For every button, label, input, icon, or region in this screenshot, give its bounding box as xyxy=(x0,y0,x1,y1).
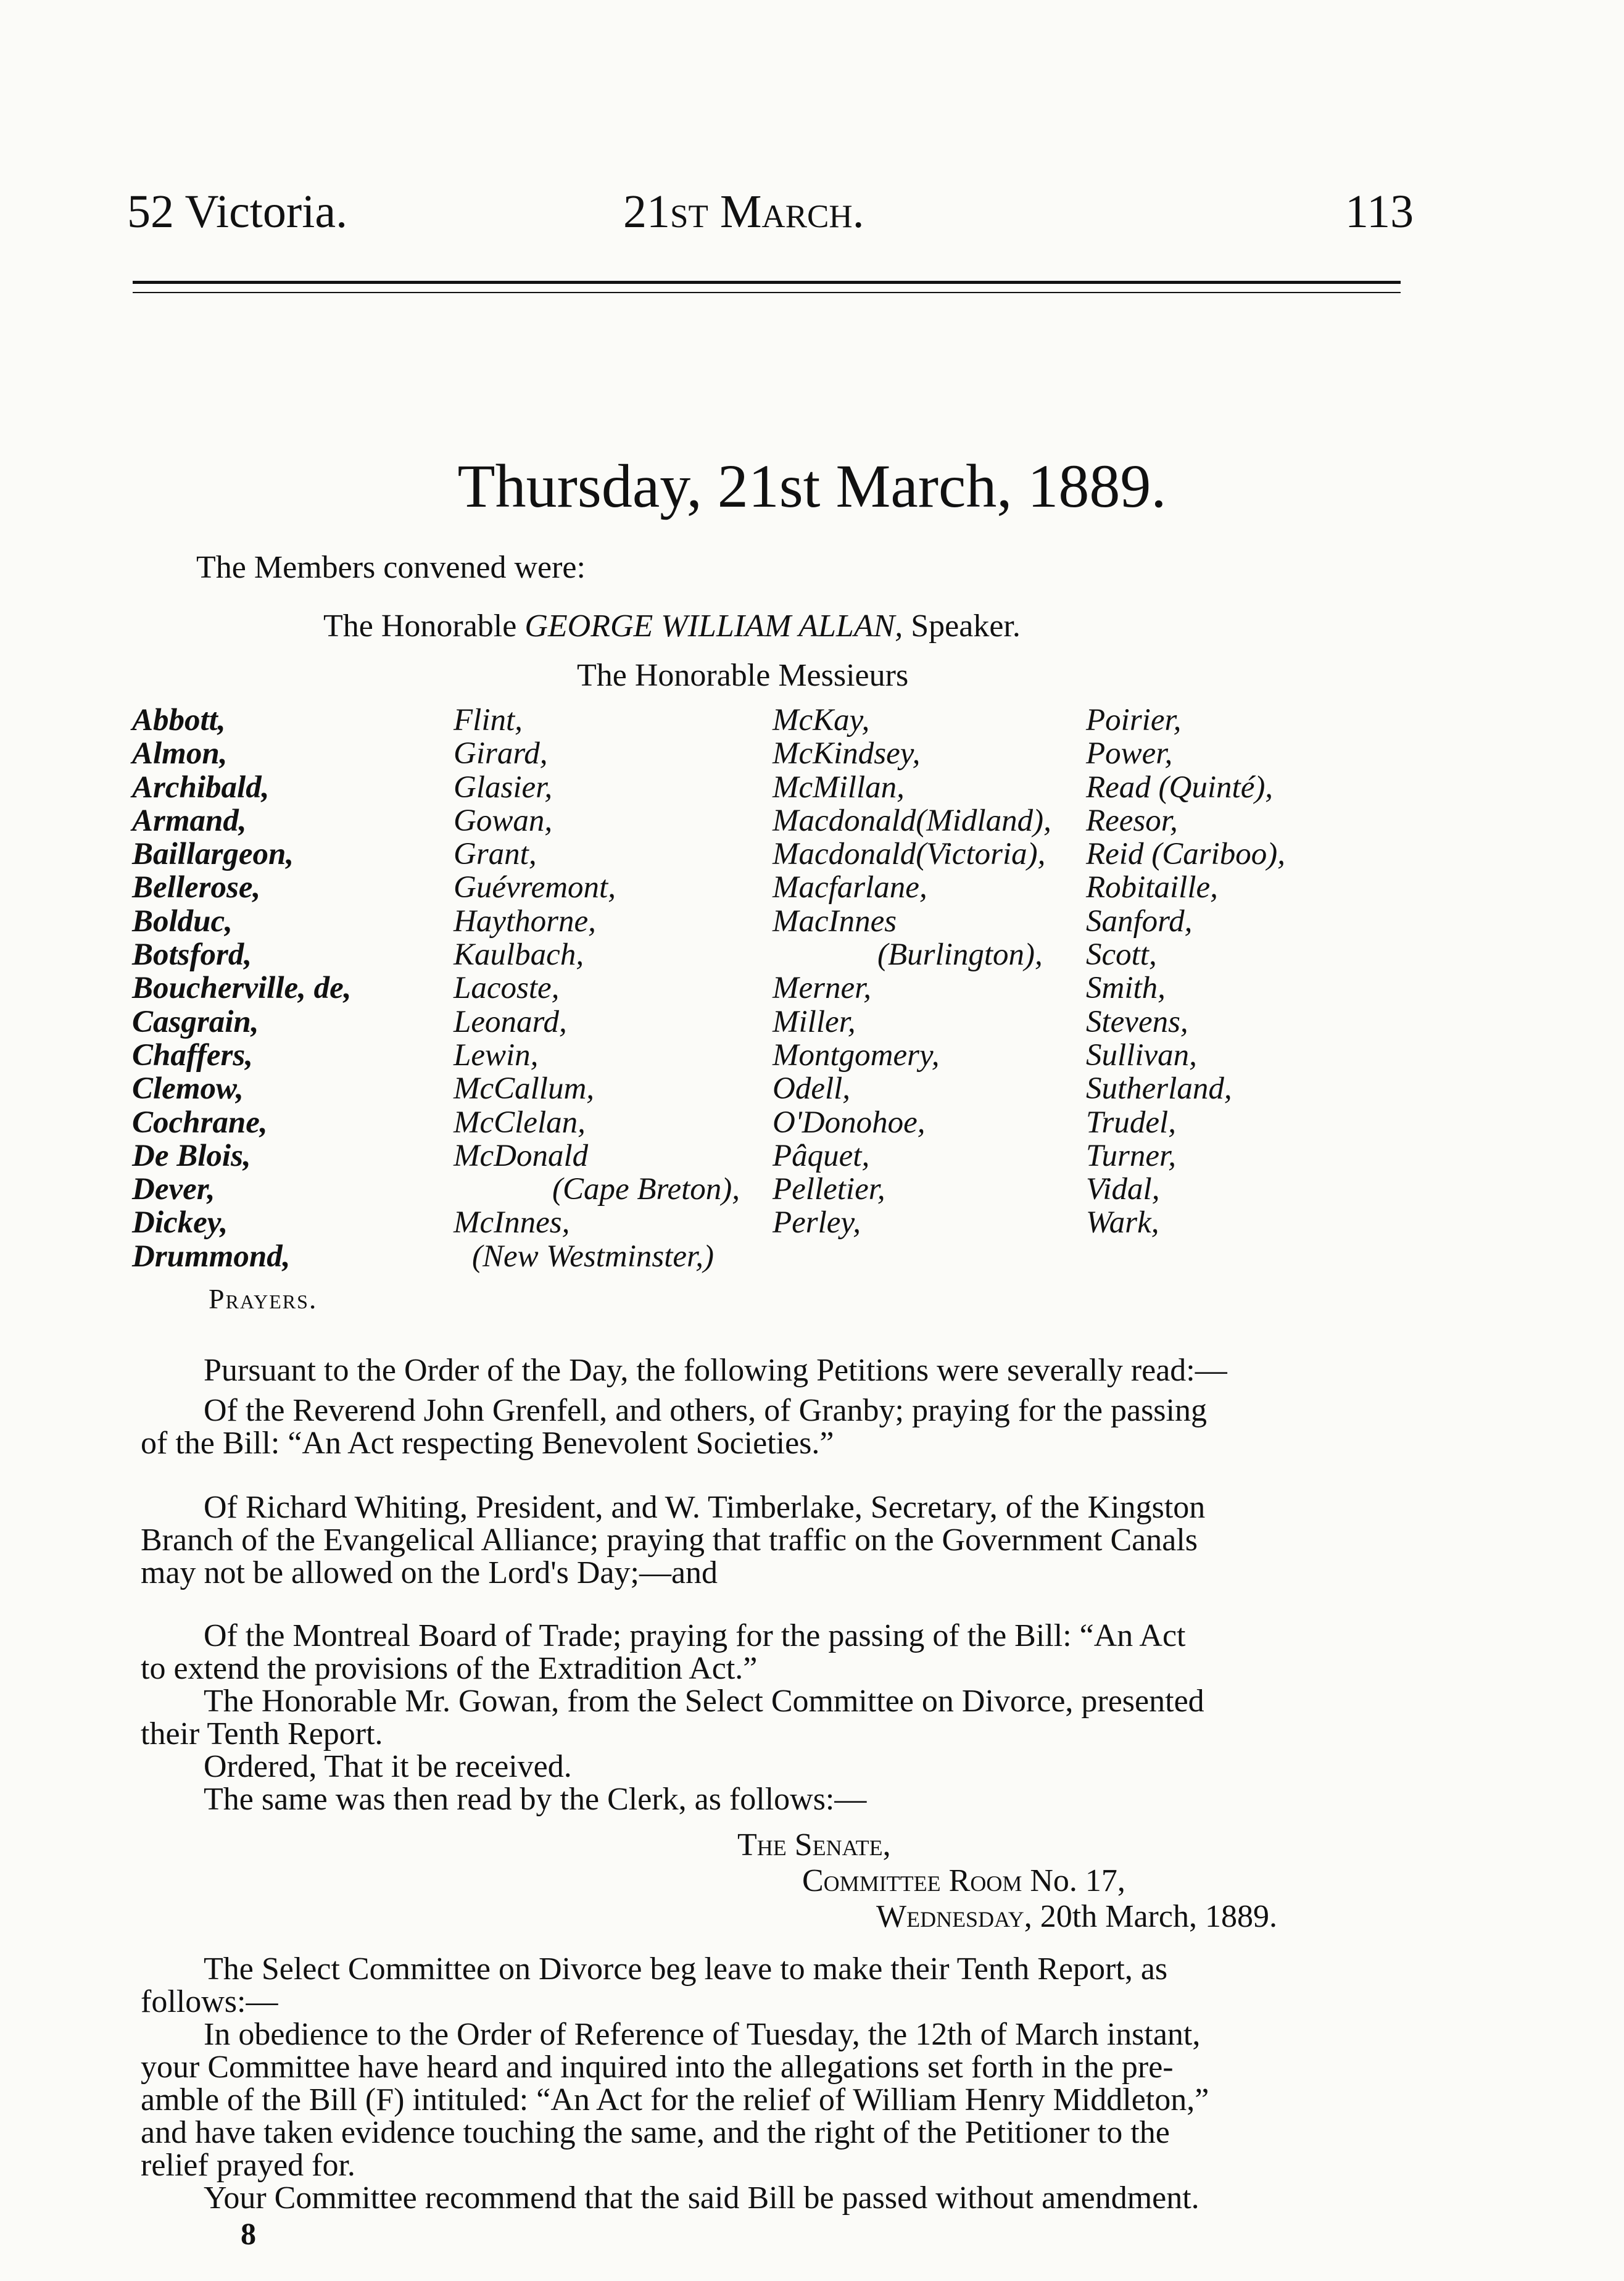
report-line-6: and have taken evidence touching the same, and the right of the Petitioner to the xyxy=(141,2115,1170,2150)
member-name: Stevens, xyxy=(1086,1004,1188,1039)
petition-2-line-2: Branch of the Evangelical Alliance; praying that traffic on the Government Canals xyxy=(141,1523,1198,1558)
member-name: Clemow, xyxy=(132,1071,244,1107)
report-line-2: follows:— xyxy=(141,1984,278,2019)
petition-1-line-1: Of the Reverend John Grenfell, and others, of Granby; praying for the passing xyxy=(204,1393,1207,1428)
member-name: O'Donohoe, xyxy=(773,1105,926,1140)
member-name: Boucherville, de, xyxy=(132,971,352,1006)
member-name: McDonald xyxy=(454,1138,589,1173)
page-number: 113 xyxy=(1345,186,1414,238)
prayers-heading: Prayers. xyxy=(209,1283,318,1315)
member-name: Pâquet, xyxy=(773,1138,870,1173)
member-name: Sutherland, xyxy=(1086,1071,1232,1107)
members-column-4 xyxy=(1086,704,1285,1240)
member-name: Haythorne, xyxy=(454,904,596,939)
messieurs-heading: The Honorable Messieurs xyxy=(577,658,909,693)
report-date: 20th March, 1889. xyxy=(1040,1899,1277,1934)
gowan-report-line-2: their Tenth Report. xyxy=(141,1716,383,1751)
member-name: Pelletier, xyxy=(773,1172,885,1207)
member-name: Dickey, xyxy=(132,1205,228,1240)
member-name: De Blois, xyxy=(132,1138,251,1173)
member-name: (New Westminster,) xyxy=(472,1239,714,1274)
member-name: Guévremont, xyxy=(454,870,616,905)
page-title: Thursday, 21st March, 1889. xyxy=(457,452,1167,520)
member-name: Kaulbach, xyxy=(454,937,584,973)
member-name: McClelan, xyxy=(454,1105,586,1140)
member-name: Poirier, xyxy=(1086,703,1182,737)
member-name: Perley, xyxy=(773,1205,861,1240)
member-name: Reesor, xyxy=(1086,803,1178,838)
header-rule-thick xyxy=(133,281,1401,284)
member-name: McKay, xyxy=(773,703,870,737)
member-name: Miller, xyxy=(773,1004,856,1039)
member-name: Glasier, xyxy=(454,770,553,805)
member-name: McKindsey, xyxy=(773,736,921,771)
member-name: Dever, xyxy=(132,1172,215,1207)
report-line-1: The Select Committee on Divorce beg leave to make their Tenth Report, as xyxy=(204,1951,1168,1987)
member-name: McInnes, xyxy=(454,1205,570,1240)
report-heading-date xyxy=(876,1898,1277,1935)
member-name: Flint, xyxy=(454,703,523,737)
member-name: Trudel, xyxy=(1086,1105,1176,1140)
petition-1-line-2: of the Bill: “An Act respecting Benevolent Societies.” xyxy=(141,1426,834,1461)
member-name: Merner, xyxy=(773,971,872,1006)
report-weekday: Wednesday, xyxy=(876,1899,1032,1934)
header-left: 52 Victoria. xyxy=(127,186,348,238)
report-line-3: In obedience to the Order of Reference of Tuesday, the 12th of March instant, xyxy=(204,2017,1201,2052)
member-name: Armand, xyxy=(132,803,247,838)
member-name: Almon, xyxy=(132,736,228,771)
member-name: Wark, xyxy=(1086,1205,1159,1240)
speaker-name: GEORGE WILLIAM ALLAN, xyxy=(524,609,903,644)
member-name: Macdonald(Victoria), xyxy=(773,837,1046,872)
member-name: Montgomery, xyxy=(773,1037,940,1073)
member-name: Power, xyxy=(1086,736,1173,771)
member-name: Bellerose, xyxy=(132,870,261,905)
member-name: Macfarlane, xyxy=(773,870,927,905)
member-name: (Cape Breton), xyxy=(552,1172,740,1207)
report-line-7: relief prayed for. xyxy=(141,2148,355,2183)
committee-room-label: Committee Room xyxy=(802,1863,1022,1898)
member-name: Grant, xyxy=(454,837,537,872)
member-name: Girard, xyxy=(454,736,548,771)
member-name: Bolduc, xyxy=(132,904,233,939)
speaker-prefix: The Honorable xyxy=(323,609,517,644)
member-name: Read (Quinté), xyxy=(1086,770,1274,805)
clerk-read-line: The same was then read by the Clerk, as follows:— xyxy=(204,1782,867,1817)
petition-3-line-2: to extend the provisions of the Extradition Act.” xyxy=(141,1651,758,1686)
convened-line: The Members convened were: xyxy=(196,550,586,585)
member-name: Macdonald(Midland), xyxy=(773,803,1051,838)
member-name: Abbott, xyxy=(132,703,226,737)
member-name: Turner, xyxy=(1086,1138,1176,1173)
member-name: Leonard, xyxy=(454,1004,567,1039)
member-name: Baillargeon, xyxy=(132,837,294,872)
members-column-2 xyxy=(454,704,740,1273)
member-name: Cochrane, xyxy=(132,1105,268,1140)
report-heading-senate: The Senate, xyxy=(737,1827,891,1863)
member-name: Lewin, xyxy=(454,1037,539,1073)
member-name: Smith, xyxy=(1086,971,1166,1006)
members-column-3 xyxy=(773,704,1051,1240)
speaker-line xyxy=(323,608,1021,644)
member-name: McMillan, xyxy=(773,770,905,805)
member-name: Vidal, xyxy=(1086,1172,1160,1207)
member-name: Sanford, xyxy=(1086,904,1193,939)
report-line-5: amble of the Bill (F) intituled: “An Act for the relief of William Henry Middleton,” xyxy=(141,2082,1209,2117)
member-name: Robitaille, xyxy=(1086,870,1218,905)
speaker-suffix: Speaker. xyxy=(911,609,1021,644)
report-line-8: Your Committee recommend that the said Bill be passed without amendment. xyxy=(204,2180,1199,2216)
report-heading-room xyxy=(802,1863,1125,1899)
members-column-1 xyxy=(132,704,352,1273)
member-name: Botsford, xyxy=(132,937,252,973)
member-name: Chaffers, xyxy=(132,1037,254,1073)
committee-room-number: No. 17, xyxy=(1030,1863,1125,1898)
member-name: Scott, xyxy=(1086,937,1157,973)
member-name: Drummond, xyxy=(132,1239,291,1274)
petition-2-line-3: may not be allowed on the Lord's Day;—and xyxy=(141,1555,718,1590)
member-name: Casgrain, xyxy=(132,1004,259,1039)
member-name: McCallum, xyxy=(454,1071,595,1107)
member-name: Gowan, xyxy=(454,803,553,838)
header-center: 21st March. xyxy=(623,186,864,238)
member-name: Reid (Cariboo), xyxy=(1086,837,1285,872)
gowan-report-line-1: The Honorable Mr. Gowan, from the Select Committee on Divorce, presented xyxy=(204,1684,1204,1719)
member-name: (Burlington), xyxy=(877,937,1043,973)
petition-3-line-1: Of the Montreal Board of Trade; praying for the passing of the Bill: “An Act xyxy=(204,1618,1186,1653)
member-name: Odell, xyxy=(773,1071,851,1107)
petition-2-line-1: Of Richard Whiting, President, and W. Timberlake, Secretary, of the Kingston xyxy=(204,1490,1206,1525)
member-name: Archibald, xyxy=(132,770,270,805)
header-rule-thin xyxy=(133,292,1401,293)
member-name: Sullivan, xyxy=(1086,1037,1197,1073)
signature-mark: 8 xyxy=(241,2216,256,2251)
member-name: Lacoste, xyxy=(454,971,560,1006)
member-name: MacInnes xyxy=(773,904,897,939)
petitions-intro: Pursuant to the Order of the Day, the following Petitions were severally read:— xyxy=(204,1353,1227,1388)
ordered-line: Ordered, That it be received. xyxy=(204,1749,572,1784)
report-line-4: your Committee have heard and inquired into the allegations set forth in the pre- xyxy=(141,2050,1174,2085)
